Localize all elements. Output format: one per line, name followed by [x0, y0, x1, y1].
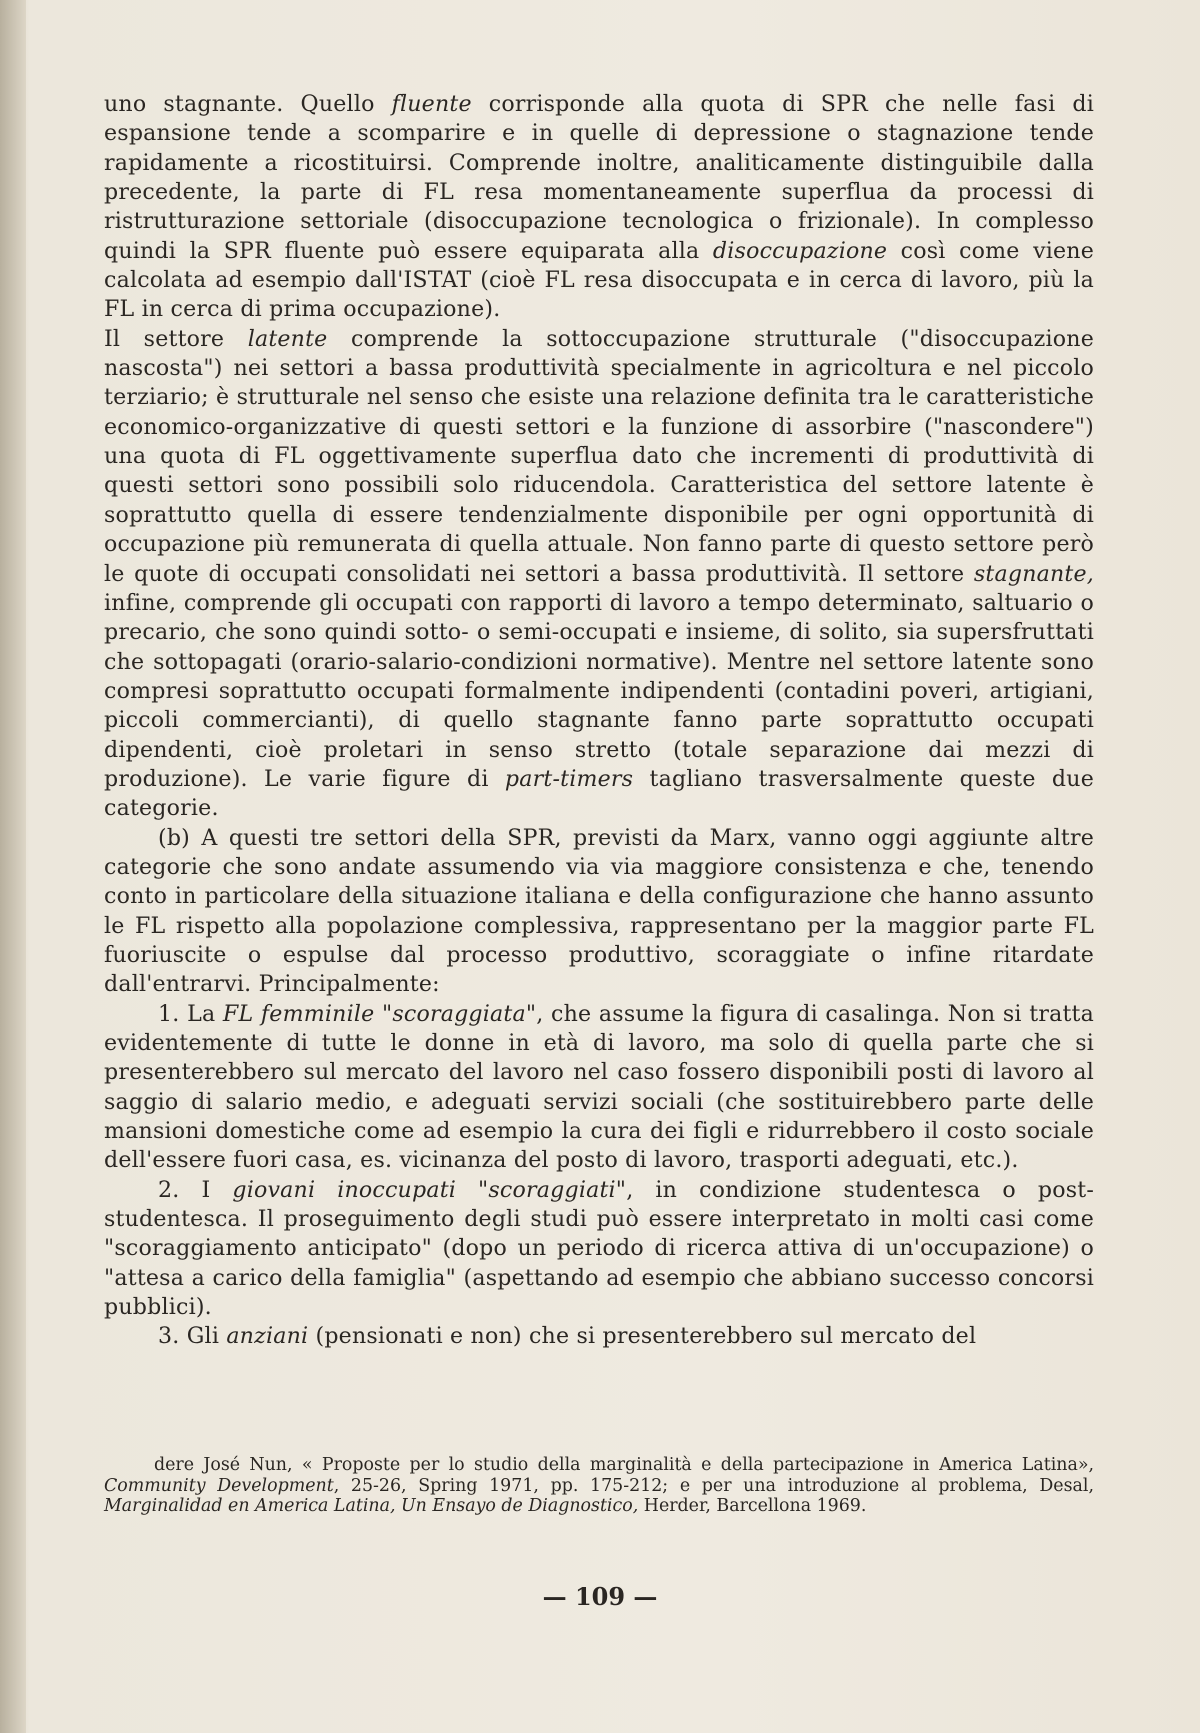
text-run: infine, comprende gli occupati con rapporti di lavoro a tempo determinato, saltuario o precario, che sono quindi sotto- o semi-occupati e insieme, di solito, sia supersfruttati che sottopagati (orario-salario-condizioni normative). Mentre nel settore latente sono compresi soprattutto occupati formalmente indipendenti (contadini poveri, artigiani, piccoli commercianti), di quello stagnante fanno parte soprattutto occupati dipendenti, cioè proletari in senso stretto (totale separazione dai mezzi di produzione). Le varie figure di — [104, 589, 1094, 792]
text-run: (pensionati e non) che si presenterebbero sul mercato del — [308, 1323, 977, 1350]
paragraph-latente — [104, 325, 1094, 824]
italic-term: stagnante, — [973, 560, 1094, 587]
body-text — [104, 90, 1094, 1352]
text-run: così come viene calcolata ad esempio dall'ISTAT (cioè FL resa disoccupata e in cerca di lavoro, più la FL in cerca di prima occupazione). — [104, 237, 1094, 323]
list-item-1 — [104, 1000, 1094, 1176]
text-run: 2. I — [158, 1176, 233, 1203]
footnote — [104, 1455, 1094, 1517]
italic-term: Community Development — [104, 1475, 334, 1496]
text-run: tagliano trasversalmente queste due categorie. — [104, 765, 1094, 822]
italic-term: anziani — [226, 1323, 309, 1350]
text-run: dere José Nun, « Proposte per lo studio della marginalità e della partecipazione in America Latina», — [154, 1455, 1094, 1475]
italic-term: giovani inoccupati "scoraggiati" — [232, 1176, 627, 1203]
page-number: — 109 — — [542, 1582, 658, 1611]
list-item-3 — [104, 1322, 1094, 1351]
text-run: comprende la sottoccupazione strutturale ("disoccupazione nascosta") nei settori a bassa produttività specialmente in agricoltura e nel piccolo terziario; è strutturale nel senso che esiste una relazione definita tra le caratteristiche economico-organizzative di questi settori e la funzione di assorbire ("nascondere") una quota di FL oggettivamente superflua dato che incrementi di produttività di questi settori sono possibili solo riducendola. Caratteristica del settore latente è soprattutto quella di essere tendenzialmente disponibile per ogni opportunità di occupazione più remunerata di quella attuale. Non fanno parte di questo settore però le quote di occupati consolidati nei settori a bassa produttività. Il settore — [104, 325, 1094, 587]
paragraph-b — [104, 824, 1094, 1000]
footnote-text — [104, 1455, 1094, 1517]
book-spine-shadow — [0, 0, 26, 1733]
text-run: 1. La — [158, 1000, 223, 1027]
text-run: Il settore — [104, 325, 248, 352]
italic-term: Marginalidad en America Latina, Un Ensayo de Diagnostico, — [104, 1496, 639, 1516]
text-run: , che assume la figura di casalinga. Non si tratta evidentemente di tutte le donne in età di lavoro, ma solo di quella parte che si presenterebbero sul mercato del lavoro nel caso fossero disponibili posti di lavoro al saggio di salario medio, e adeguati servizi sociali (che sostituirebbero parte delle mansioni domestiche come ad esempio la cura dei figli e ridurrebbero il costo sociale dell'essere fuori casa, es. vicinanza del posto di lavoro, trasporti adeguati, etc.). — [104, 1000, 1094, 1174]
text-run: , in condizione studentesca o post-studentesca. Il proseguimento degli studi può essere interpretato in molti casi come "scoraggiamento anticipato" (dopo un periodo di ricerca attiva di un'occupazione) o "attesa a carico della famiglia" (aspettando ad esempio che abbiano successo concorsi pubblici). — [104, 1176, 1094, 1321]
italic-term: part-timers — [504, 765, 634, 792]
text-run: uno stagnante. Quello — [104, 91, 392, 117]
text-run: 3. Gli — [158, 1323, 227, 1350]
italic-term: FL femminile "scoraggiata" — [222, 1000, 537, 1027]
text-run: corrisponde alla quota di SPR che nelle fasi di espansione tende a scomparire e in quelle di depressione o stagnazione tende rapidamente a ricostituirsi. Comprende inoltre, analiticamente distinguibile dalla precedente, la parte di FL resa momentaneamente superflua da processi di ristrutturazione settoriale (disoccupazione tecnologica o frizionale). In complesso quindi la SPR fluente può essere equiparata alla — [104, 91, 1094, 264]
list-item-2 — [104, 1176, 1094, 1323]
text-run: , 25-26, Spring 1971, pp. 175-212; e per una introduzione al problema, Desal, — [333, 1475, 1094, 1496]
italic-term: fluente — [391, 91, 472, 117]
text-run: (b) A questi tre settori della SPR, previsti da Marx, vanno oggi aggiunte altre categorie che sono andate assumendo via via maggiore consistenza e che, tenendo conto in particolare della situazione italiana e della configurazione che hanno assunto le FL rispetto alla popolazione complessiva, rappresentano per la maggior parte FL fuoriuscite o espulse dal processo produttivo, scoraggiate o infine ritardate dall'entrarvi. Principalmente: — [104, 824, 1094, 998]
paragraph-fluente — [104, 90, 1094, 325]
text-run: Herder, Barcellona 1969. — [638, 1496, 867, 1516]
italic-term: latente — [247, 325, 328, 352]
italic-term: disoccupazione — [712, 237, 888, 264]
